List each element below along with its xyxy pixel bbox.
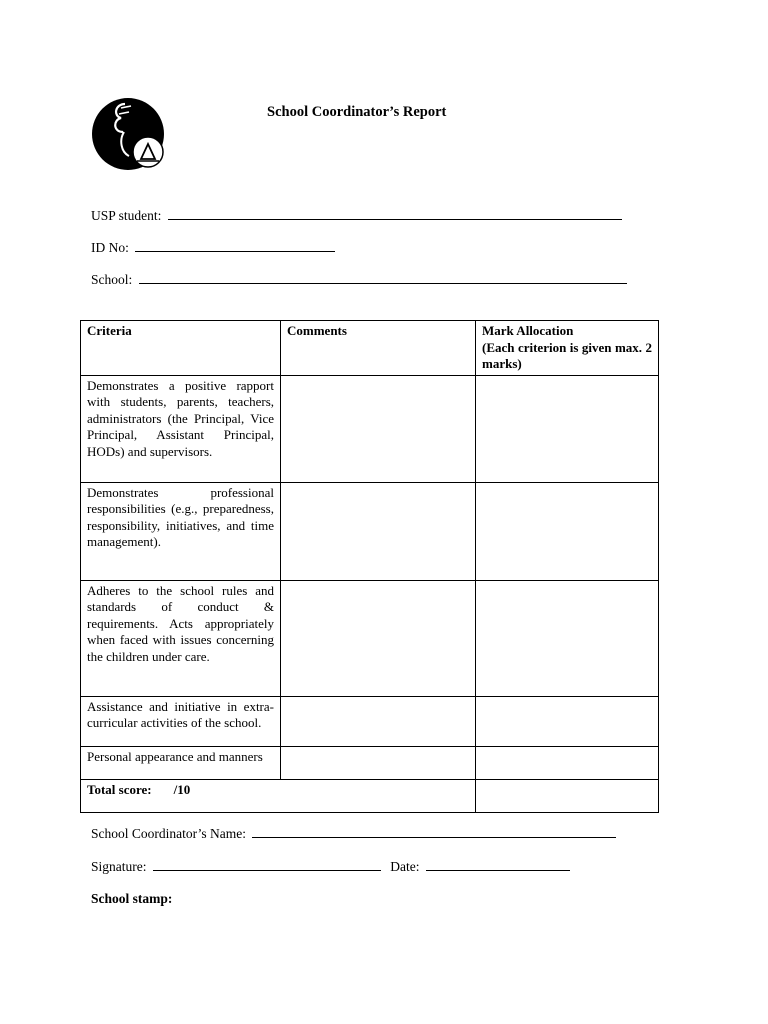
criterion-cell: Personal appearance and manners	[81, 746, 281, 779]
table-row	[81, 375, 659, 482]
total-score-cell	[81, 779, 476, 812]
usp-student-label: USP student:	[91, 208, 162, 223]
table-row	[81, 746, 659, 779]
coordinator-name-field[interactable]	[91, 825, 616, 842]
id-no-field[interactable]	[91, 239, 335, 256]
usp-student-field[interactable]	[91, 207, 622, 224]
criteria-header: Criteria	[81, 321, 281, 376]
comments-cell[interactable]	[281, 580, 476, 696]
comments-cell[interactable]	[281, 746, 476, 779]
date-label: Date:	[390, 859, 420, 874]
mark-cell[interactable]	[476, 375, 659, 482]
total-score-max: /10	[173, 781, 191, 797]
school-stamp-label: School stamp:	[91, 891, 173, 906]
mark-cell[interactable]	[476, 580, 659, 696]
comments-cell[interactable]	[281, 482, 476, 580]
comments-cell[interactable]	[281, 696, 476, 746]
table-row	[81, 580, 659, 696]
criterion-cell: Assistance and initiative in extra-curricular activities of the school.	[81, 696, 281, 746]
total-score-value-cell[interactable]	[476, 779, 659, 812]
coordinator-name-line[interactable]	[252, 825, 616, 838]
usp-student-line[interactable]	[168, 207, 622, 220]
mark-cell[interactable]	[476, 696, 659, 746]
criterion-cell: Demonstrates a positive rapport with students, parents, teachers, administrators (the Principal, Vice Principal, Assistant Principal, HODs) and supervisors.	[81, 375, 281, 482]
table-header-row	[81, 321, 659, 376]
page-title: School Coordinator’s Report	[267, 104, 447, 120]
date-line[interactable]	[426, 858, 570, 871]
comments-cell[interactable]	[281, 375, 476, 482]
criterion-cell: Adheres to the school rules and standards of conduct & requirements. Acts appropriately when faced with issues concerning the children under care.	[81, 580, 281, 696]
total-score-label: Total score:	[87, 781, 152, 797]
comments-header: Comments	[281, 321, 476, 376]
signature-date-field	[91, 858, 570, 875]
table-row	[81, 696, 659, 746]
signature-line[interactable]	[153, 858, 381, 871]
coordinator-name-label: School Coordinator’s Name:	[91, 826, 246, 841]
total-row	[81, 779, 659, 812]
mark-allocation-title: Mark Allocation	[482, 323, 574, 338]
table-row	[81, 482, 659, 580]
mark-allocation-note: (Each criterion is given max. 2 marks)	[482, 339, 652, 371]
criteria-table	[80, 320, 659, 813]
id-no-line[interactable]	[135, 239, 335, 252]
criterion-cell: Demonstrates professional responsibilities (e.g., preparedness, responsibility, initiatives, and time management).	[81, 482, 281, 580]
id-no-label: ID No:	[91, 240, 129, 255]
school-label: School:	[91, 272, 133, 287]
university-logo-icon	[91, 94, 167, 174]
school-line[interactable]	[139, 271, 627, 284]
mark-cell[interactable]	[476, 482, 659, 580]
school-field[interactable]	[91, 271, 627, 288]
signature-label: Signature:	[91, 859, 147, 874]
mark-allocation-header	[476, 321, 659, 376]
mark-cell[interactable]	[476, 746, 659, 779]
